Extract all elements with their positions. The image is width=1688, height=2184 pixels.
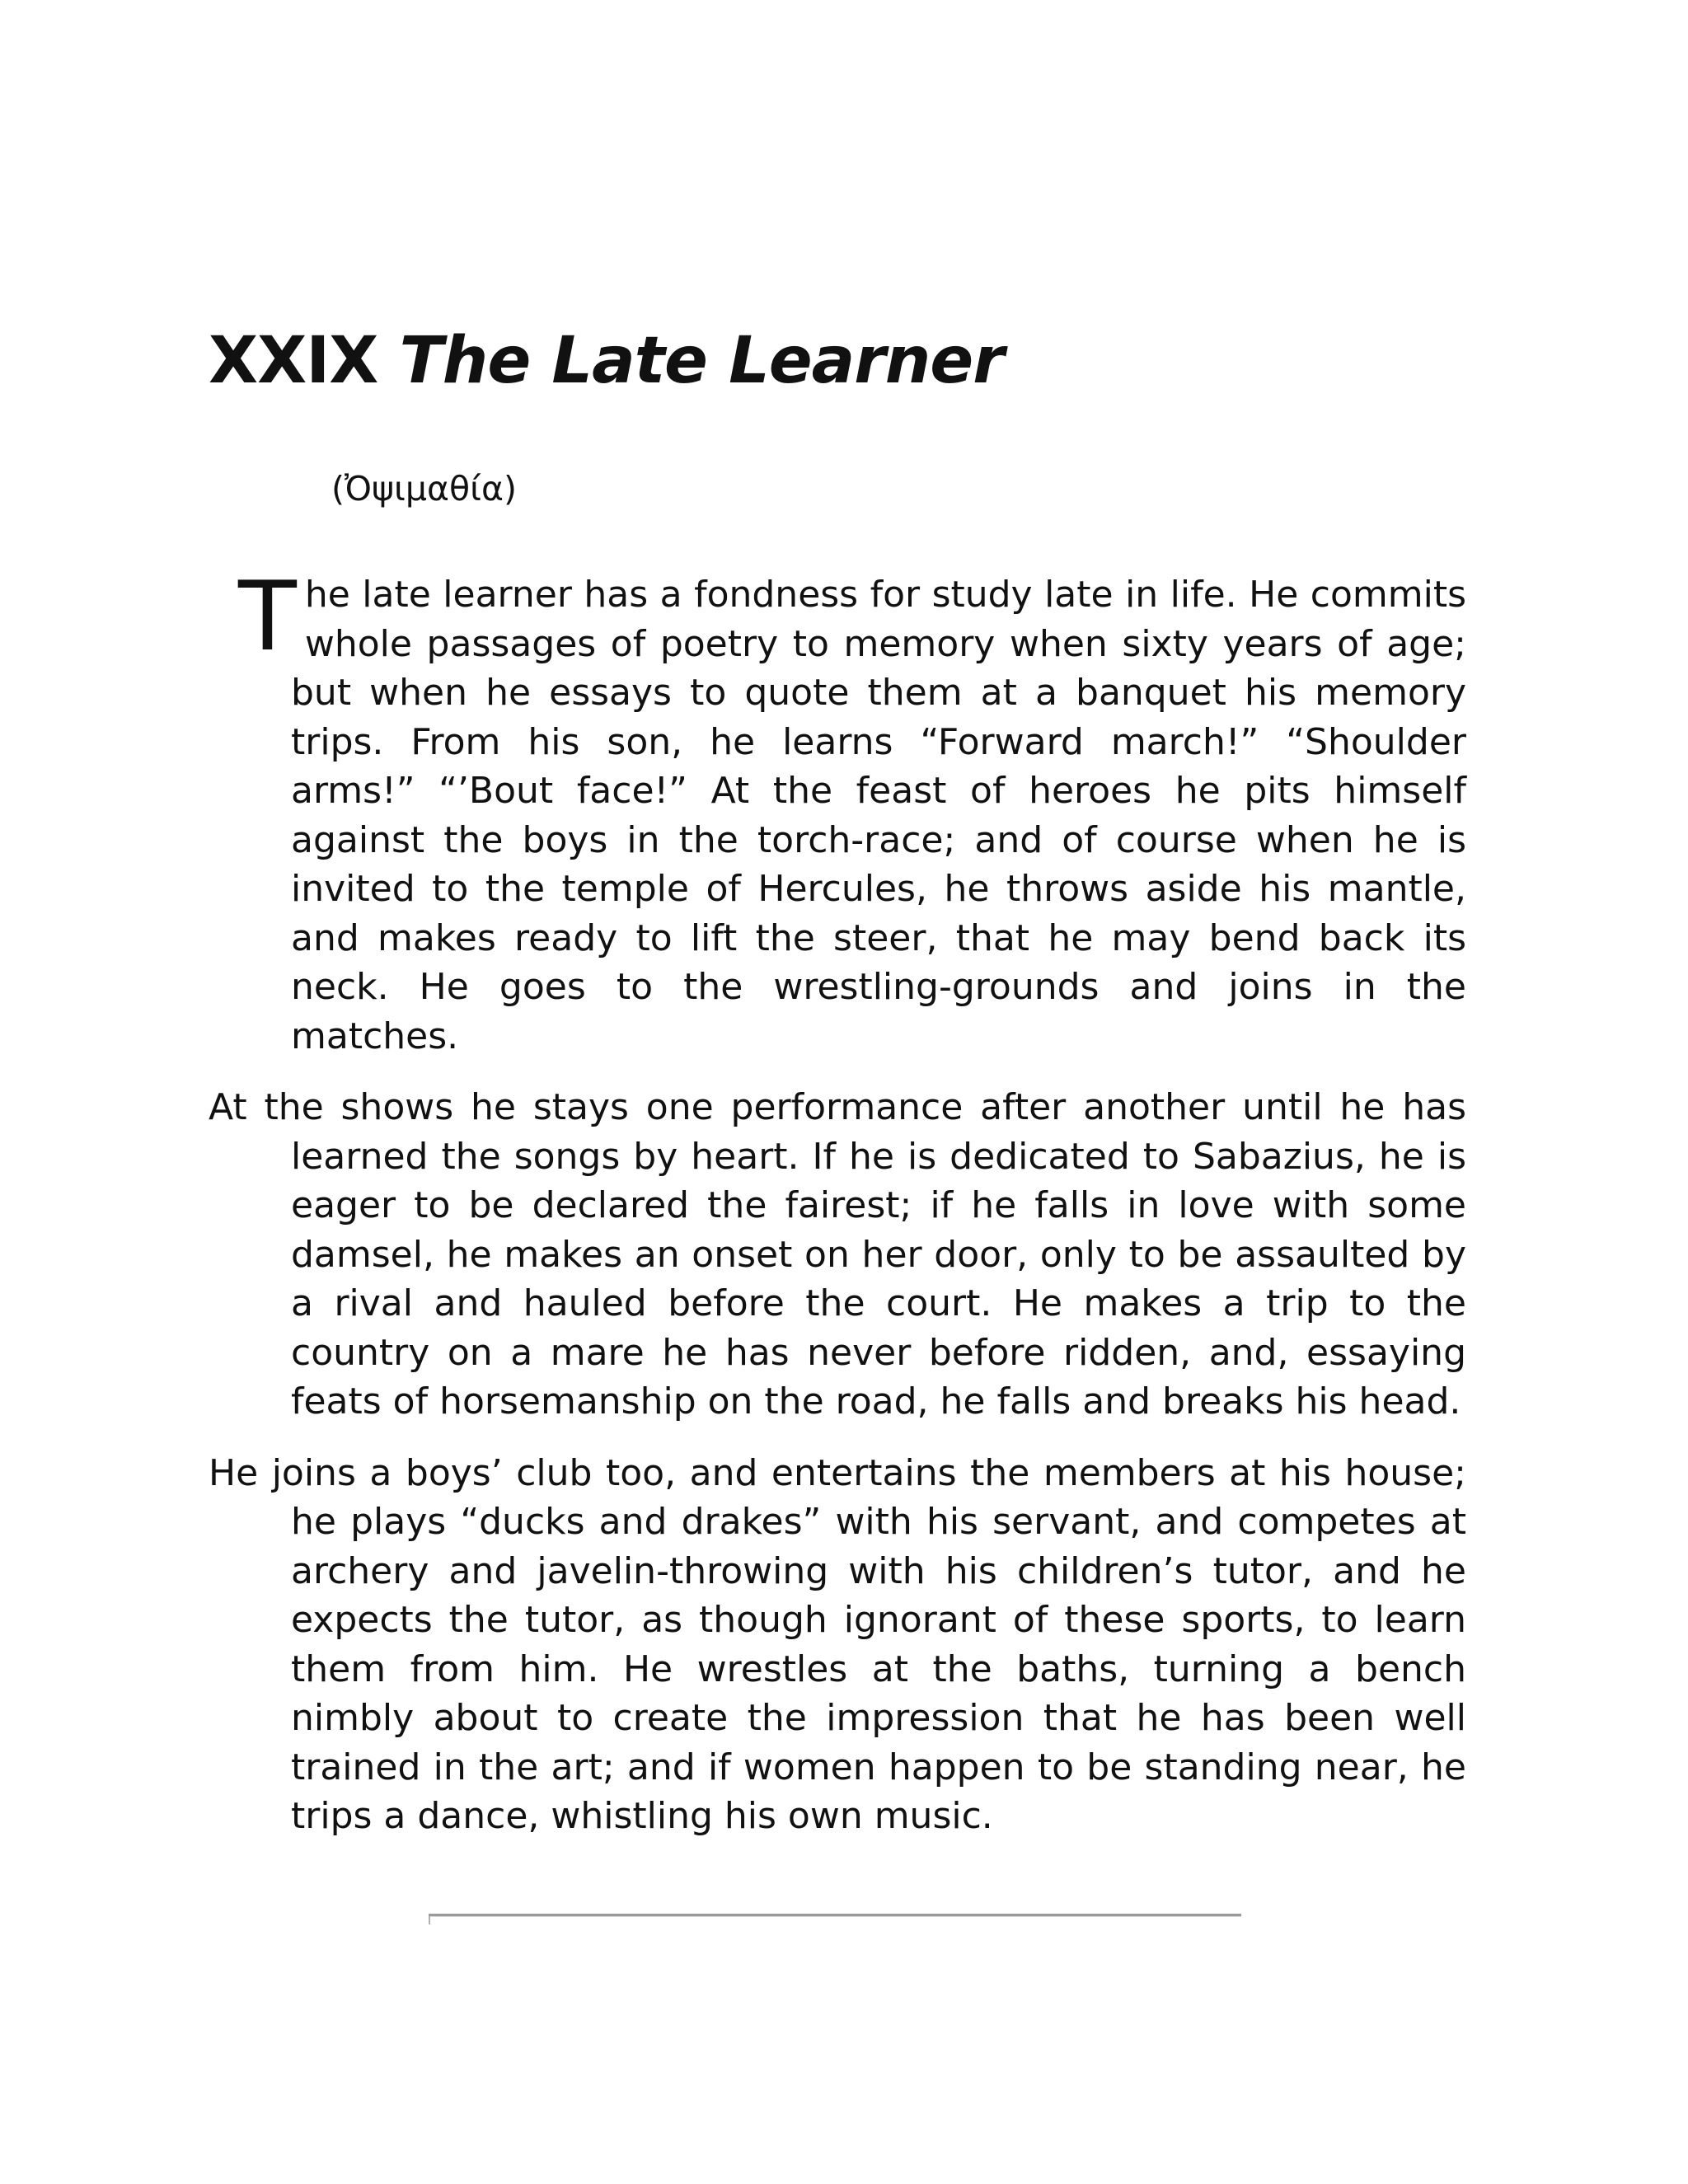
drop-cap: T [238,561,297,673]
section-divider [429,1914,1241,1917]
paragraph-2 [209,1083,1466,1427]
paragraph-1 [209,561,1466,1061]
chapter-number: XXIX [209,324,378,398]
chapter-body [209,561,1466,1841]
paragraph-1-text: he late learner has a fondness for study late in life. He commits whole passages of poetry to memory when sixty years of age; but when he essays to quote them at a banquet his memory trips. From his son, he learns “Forward march!” “Shoulder arms!” “’Bout face!” At the feast of heroes he pits himself against the boys in the torch-race; and of course when he is invited to the temple of Hercules, he throws aside his mantle, and makes ready to lift the steer, that he may bend back its neck. He goes to the wrestling-grounds and joins in the matches. [291,574,1466,1057]
chapter-heading [209,320,1004,402]
paragraph-3 [209,1449,1466,1841]
greek-subtitle: (Ὀψιμαθία) [331,469,517,509]
paragraph-3-text: He joins a boys’ club too, and entertains the members at his house; he plays “ducks and drakes” with his servant, and competes at archery and javelin-throwing with his children’s tutor, and he expects the tutor, as though ignorant of these sports, to learn them from him. He wrestles at the baths, turning a bench nimbly about to create the impression that he has been well trained in the art; and if women happen to be standing near, he trips a dance, whistling his own music. [209,1451,1466,1837]
paragraph-2-text: At the shows he stays one performance after another until he has learned the songs by heart. If he is dedicated to Sabazius, he is eager to be declared the fairest; if he falls in love with some damsel, he makes an onset on her door, only to be assaulted by a rival and hauled before the court. He makes a trip to the country on a mare he has never before ridden, and, essaying feats of horsemanship on the road, he falls and breaks his head. [209,1086,1466,1422]
chapter-title: The Late Learner [399,324,1004,398]
